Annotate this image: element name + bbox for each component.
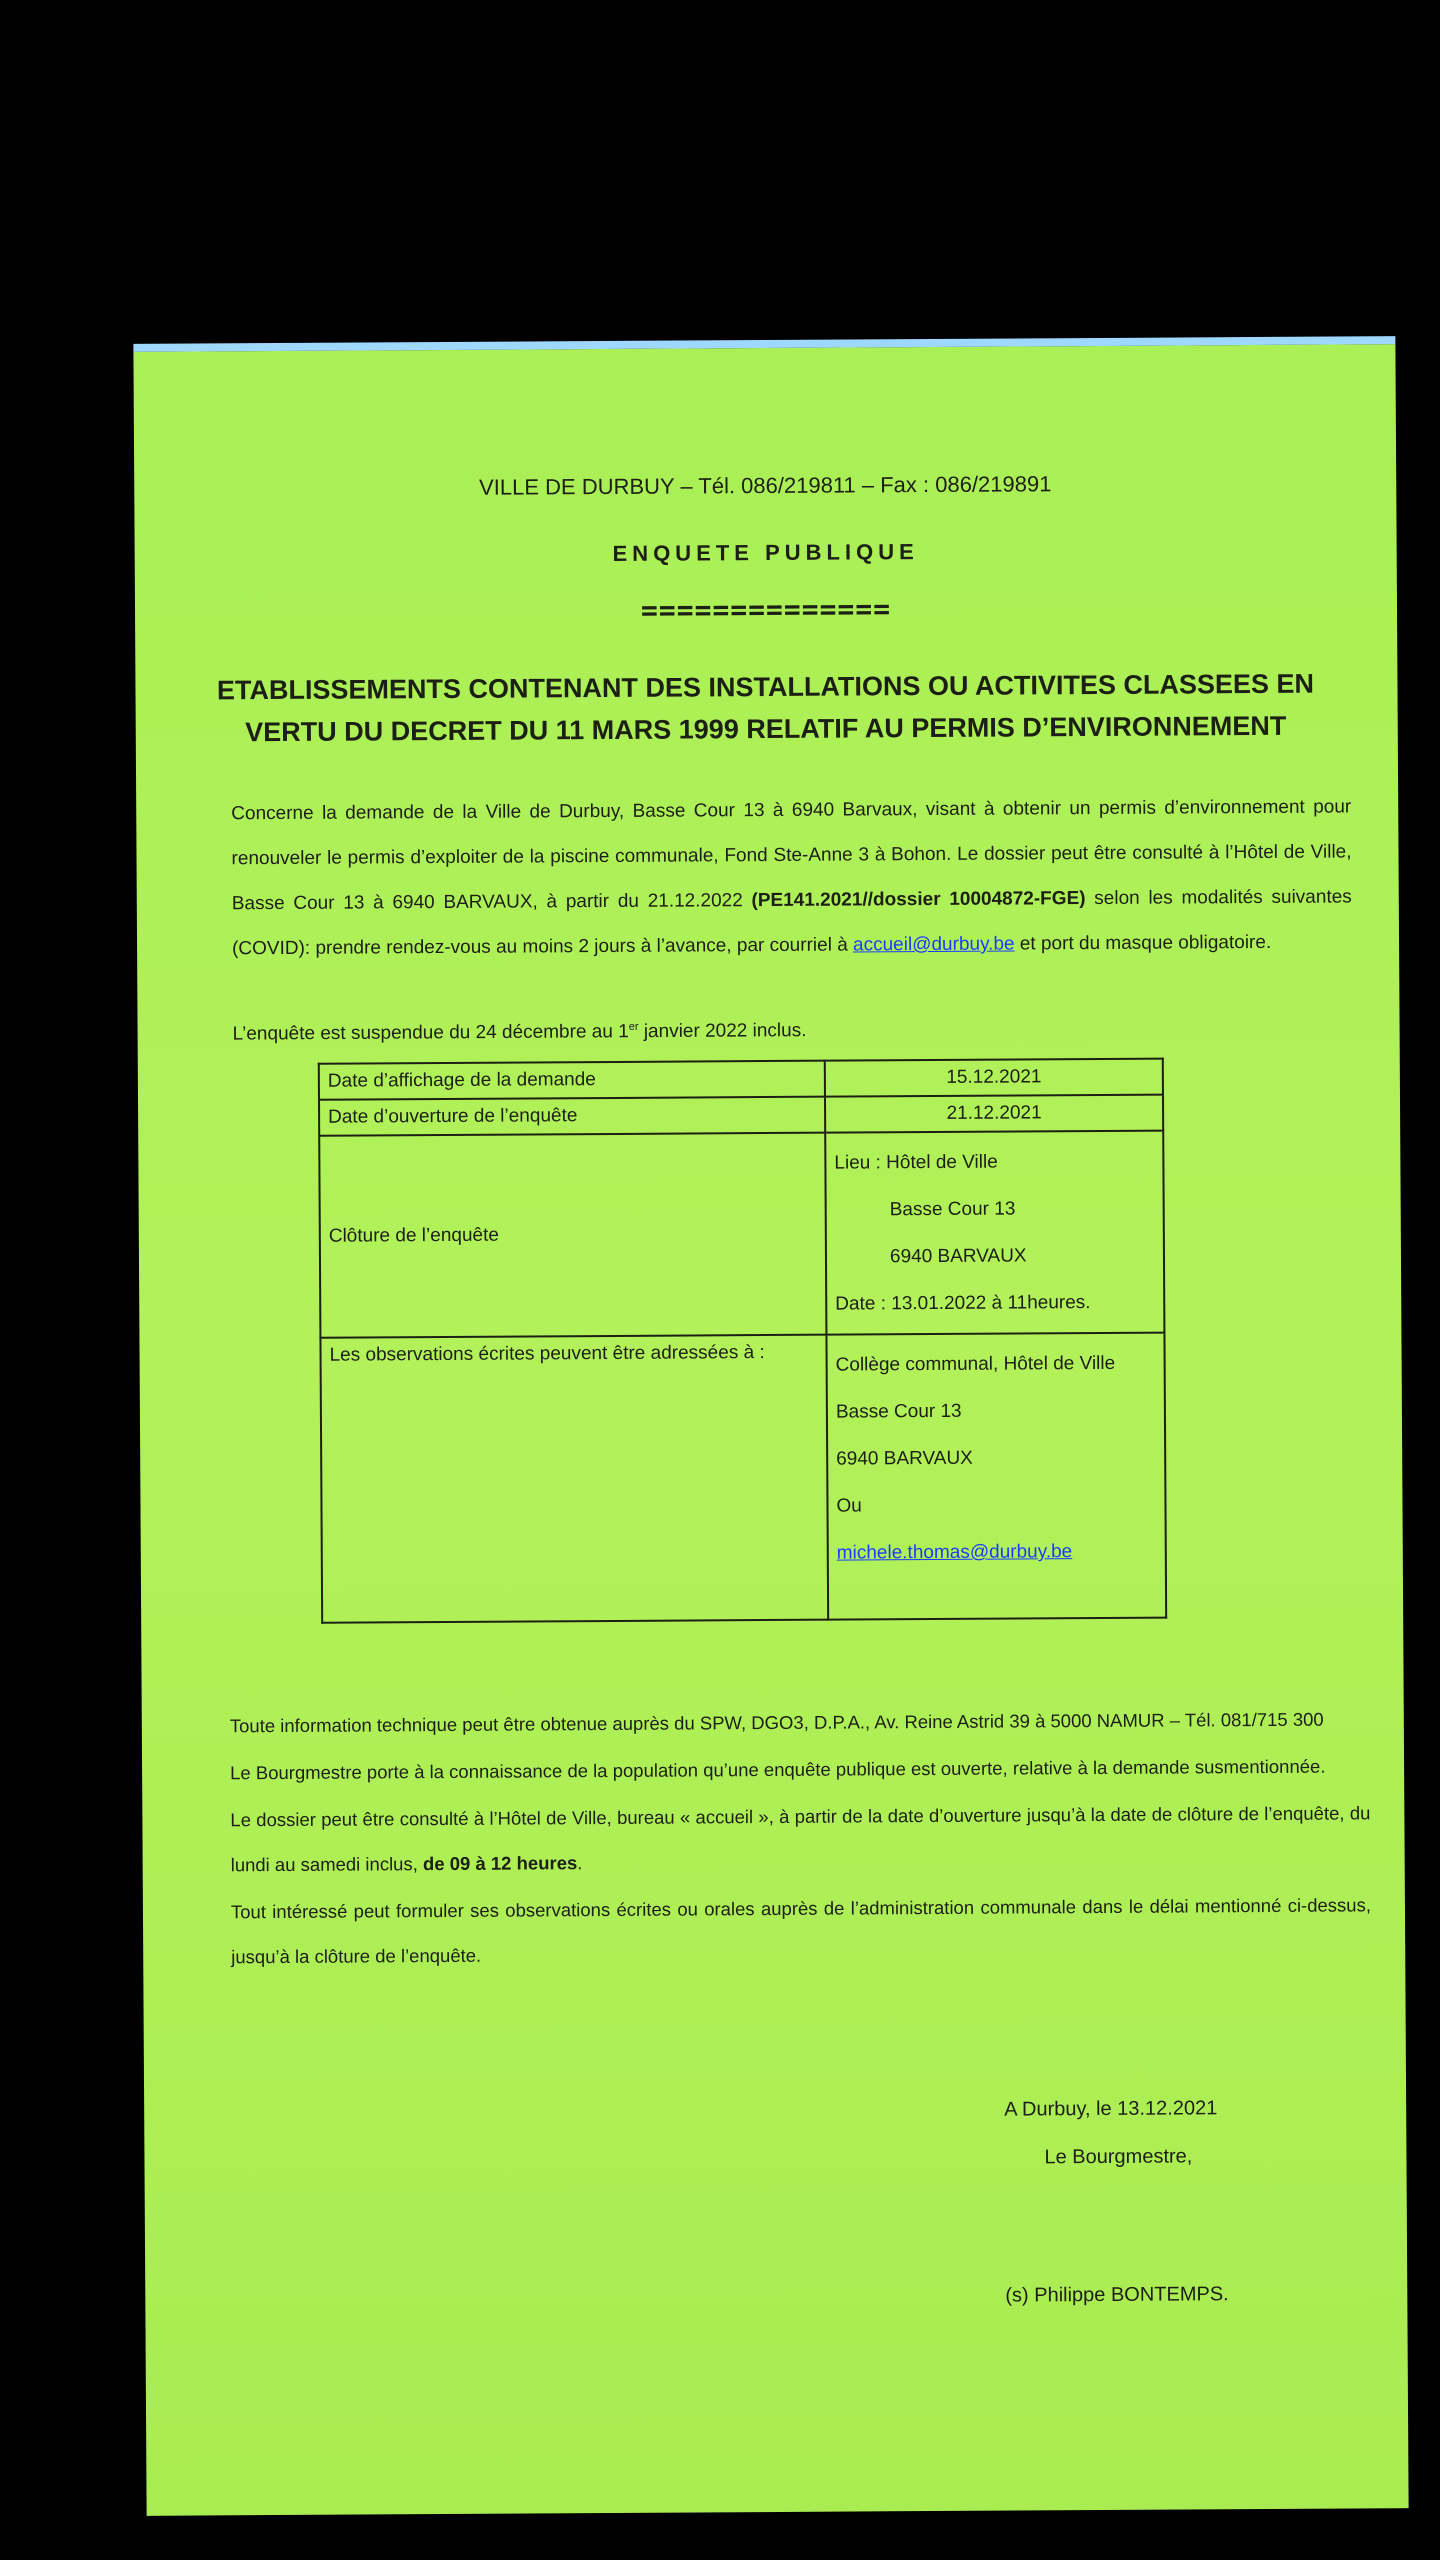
closing-place: Lieu : Hôtel de Ville — [834, 1151, 998, 1174]
opening-date-value: 21.12.2021 — [825, 1095, 1163, 1133]
notice-sheet — [133, 336, 1408, 2516]
suspension-text: L’enquête est suspendue du 24 décembre au 1 — [232, 1021, 629, 1045]
intro-paragraph — [231, 784, 1352, 971]
closing-street: Basse Cour 13 — [889, 1198, 1016, 1221]
suspension-text-end: janvier 2022 inclus. — [638, 1020, 807, 1043]
consultation-hours: de 09 à 12 heures — [422, 1852, 578, 1875]
consultation-text: Le dossier peut être consulté à l’Hôtel de Ville, bureau « accueil », à partir de la date d’ouverture jusqu’à la date de clôture de l’enquête, du lundi au samedi inclus, — [230, 1802, 1371, 1876]
display-date-value: 15.12.2021 — [825, 1059, 1163, 1097]
observations-recipient: Collège communal, Hôtel de Ville — [835, 1352, 1116, 1376]
inquiry-info-table — [318, 1058, 1167, 1624]
intro-text-3: et port du masque obligatoire. — [1014, 931, 1272, 955]
suspension-superscript: er — [628, 1020, 639, 1033]
notice-type: ENQUETE PUBLIQUE — [612, 539, 919, 566]
intro-text-2: selon les modalités suivantes (COVID): prendre rendez-vous au moins 2 jours à l’avance, par courriel à — [232, 886, 1352, 960]
footer-text — [230, 1696, 1372, 1981]
title-line-1: ETABLISSEMENTS CONTENANT DES INSTALLATIONS OU ACTIVITES CLASSEES EN — [216, 668, 1315, 706]
intro-text-1: Concerne la demande de la Ville de Durbuy, Basse Cour 13 à 6940 Barvaux, visant à obtenir un permis d’environnement pour renouveler le permis d’exploiter de la piscine communale, Fond Ste-Anne 3 à Bohon. Le dossier peut être consulté à l’Hôtel de Ville, Basse Cour 13 à 6940 BARVAUX, à partir du 21.12.2022 — [231, 796, 1352, 915]
dossier-reference: (PE141.2021//dossier 10004872-FGE) — [751, 888, 1086, 912]
title-line-2: VERTU DU DECRET DU 11 MARS 1999 RELATIF AU PERMIS D’ENVIRONNEMENT — [245, 710, 1287, 748]
observations-or: Ou — [836, 1495, 862, 1517]
observations-email-link[interactable]: michele.thomas@durbuy.be — [836, 1541, 1073, 1564]
consultation-end: . — [577, 1852, 583, 1874]
closing-date: Date : 13.01.2022 à 11heures. — [835, 1292, 1091, 1315]
municipality-header: VILLE DE DURBUY – Tél. 086/219811 – Fax : 086/219891 — [478, 471, 1052, 500]
consultation-info — [230, 1790, 1371, 1887]
closing-details — [825, 1131, 1164, 1335]
observations-city: 6940 BARVAUX — [836, 1447, 973, 1470]
table-row — [319, 1131, 1164, 1338]
mayor-announcement: Le Bourgmestre porte à la connaissance de la population qu’une enquête publique est ouverte, relative à la demande susmentionnée. — [230, 1755, 1326, 1784]
table-row — [320, 1333, 1166, 1623]
mayor-signature: (s) Philippe BONTEMPS. — [1005, 2283, 1229, 2307]
suspension-note — [233, 1020, 807, 1046]
observations-street: Basse Cour 13 — [835, 1400, 962, 1423]
notice-title — [215, 663, 1315, 754]
table-row — [319, 1059, 1163, 1100]
place-date: A Durbuy, le 13.12.2021 — [1004, 2097, 1218, 2121]
accueil-email-link[interactable]: accueil@durbuy.be — [852, 933, 1015, 956]
closing-city: 6940 BARVAUX — [889, 1245, 1027, 1268]
underline-rule: ============== — [640, 592, 892, 627]
closing-label: Clôture de l’enquête — [319, 1133, 826, 1338]
table-row — [319, 1095, 1163, 1136]
display-date-label: Date d’affichage de la demande — [319, 1061, 825, 1100]
technical-info: Toute information technique peut être obtenue auprès du SPW, DGO3, D.P.A., Av. Reine Astrid 39 à 5000 NAMUR – Tél. 081/715 300 — [229, 1708, 1324, 1737]
observations-label: Les observations écrites peuvent être adressées à : — [320, 1335, 828, 1623]
observations-address — [826, 1333, 1166, 1620]
opening-date-label: Date d’ouverture de l’enquête — [319, 1097, 825, 1136]
mayor-title: Le Bourgmestre, — [1044, 2145, 1193, 2169]
observations-info: Tout intéressé peut formuler ses observations écrites ou orales auprès de l’administration communale dans le délai mentionné ci-dessus, jusqu’à la clôture de l’enquête. — [230, 1894, 1372, 1968]
